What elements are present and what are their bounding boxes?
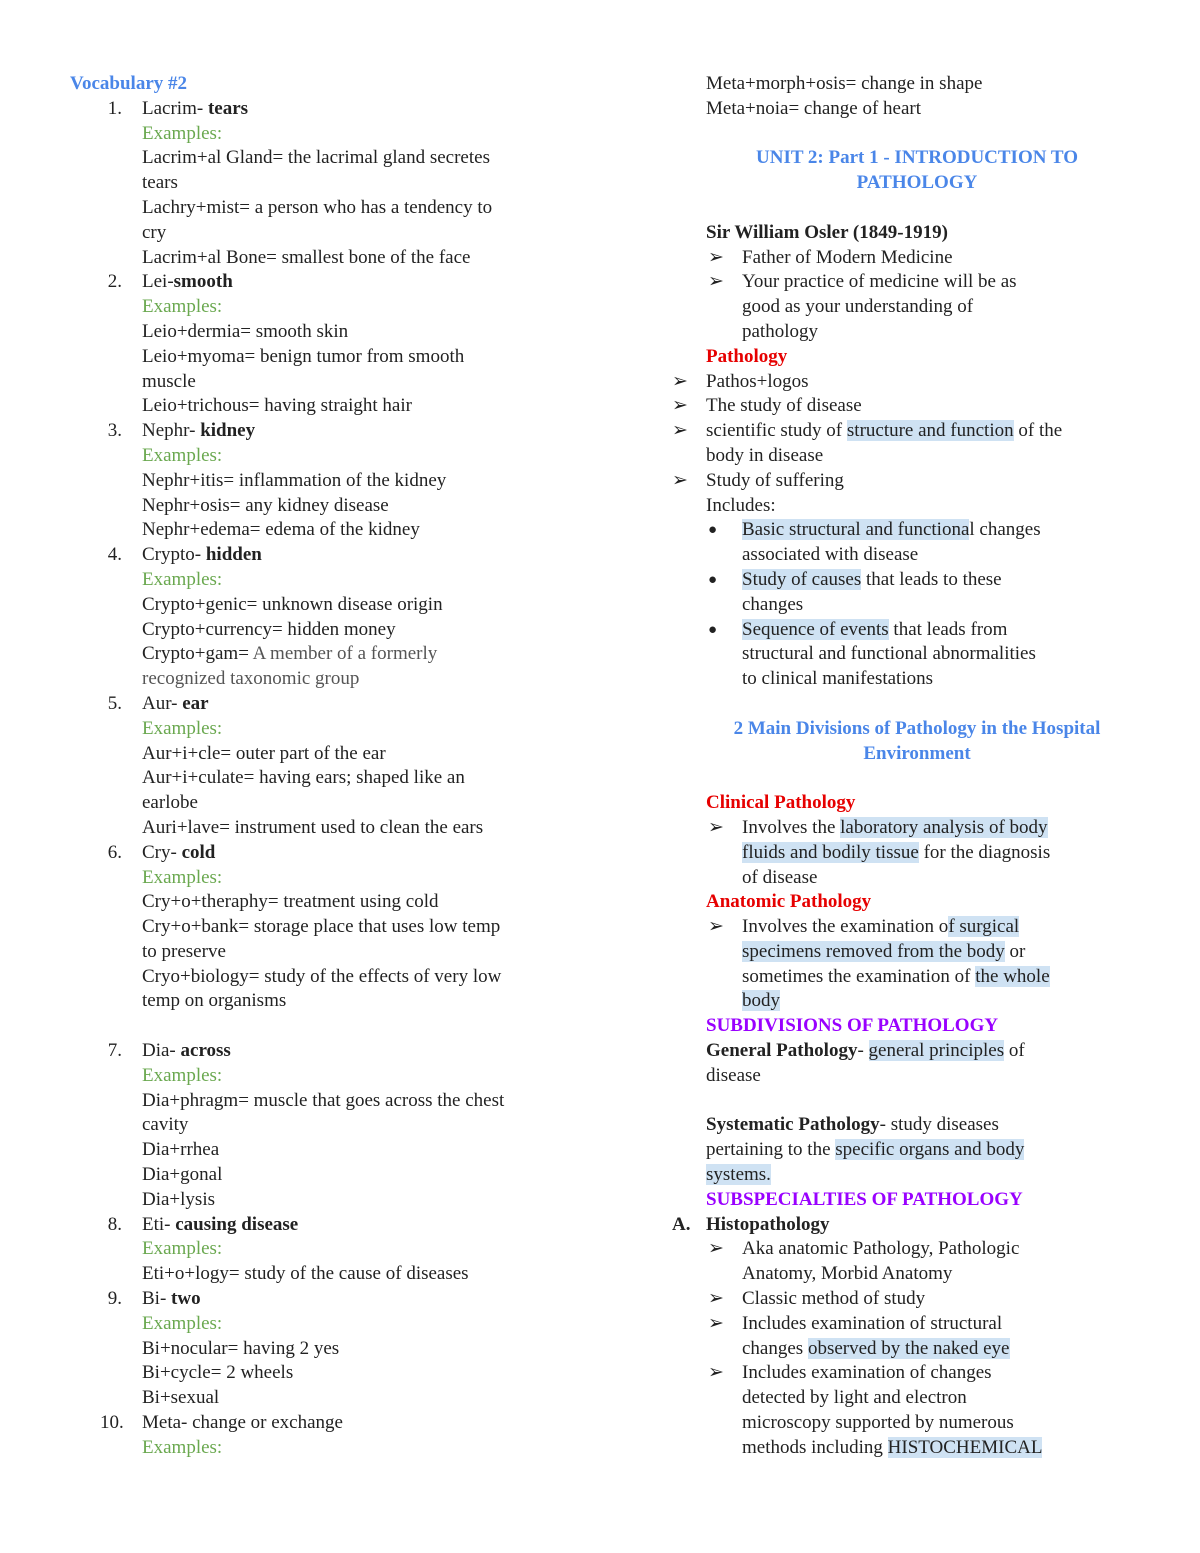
item-number: 2.: [107, 271, 122, 293]
meta-example-2: Meta+noia= change of heart: [706, 97, 922, 119]
vocab-item-heading: [70, 692, 570, 717]
arrow-bullet-icon: ➢: [708, 916, 724, 938]
pathology-heading: Pathology: [706, 345, 788, 367]
vocab-item-heading: [70, 1287, 570, 1312]
osler-bullet-2-line-3: pathology: [742, 320, 818, 342]
vocab-item-heading: [70, 1039, 570, 1064]
includes-bullet-3-line-3: to clinical manifestations: [742, 668, 934, 690]
prefix-meaning: two: [171, 1288, 201, 1310]
histopathology-heading: A. Histopathology: [672, 1213, 830, 1235]
example-line: Nephr+edema= edema of the kidney: [142, 519, 420, 541]
example-line: to preserve: [142, 940, 226, 962]
example-line: Dia+rrhea: [142, 1139, 220, 1161]
arrow-bullet-icon: ➢: [672, 469, 688, 491]
word-prefix: Eti-: [142, 1213, 176, 1235]
example-line: Cry+o+bank= storage place that uses low temp: [142, 916, 501, 938]
includes-bullet-1: ● Basic structural and functional changes: [672, 518, 1142, 543]
vocab-item-heading: [70, 97, 570, 122]
histo-bullet-3-line-2: changes observed by the naked eye: [742, 1337, 1010, 1359]
word-prefix: Meta- change or exchange: [142, 1412, 343, 1434]
word-prefix: Lacrim-: [142, 97, 208, 119]
clinical-bullet-line-2: fluids and bodily tissue for the diagnosis: [742, 841, 1051, 863]
includes-bullet-3-line-2: structural and functional abnormalities: [742, 643, 1036, 665]
unit-title: UNIT 2: Part 1 - INTRODUCTION TO PATHOLOGY: [756, 147, 1078, 194]
includes-bullet-1-line-2: associated with disease: [742, 544, 919, 566]
anatomic-pathology-heading: Anatomic Pathology: [706, 891, 872, 913]
example-line: Nephr+itis= inflammation of the kidney: [142, 469, 447, 491]
round-bullet-icon: ●: [708, 522, 718, 539]
example-line: recognized taxonomic group: [142, 668, 360, 690]
example-line: Dia+gonal: [142, 1164, 223, 1186]
osler-bullet-2-line-2: good as your understanding of: [742, 296, 974, 318]
meta-example-1: Meta+morph+osis= change in shape: [706, 73, 983, 94]
pathology-bullet-2: ➢ The study of disease: [672, 394, 1142, 419]
left-column: [70, 72, 570, 1461]
prefix-meaning: hidden: [205, 544, 262, 566]
arrow-bullet-icon: ➢: [708, 271, 724, 293]
general-pathology-line-2: disease: [706, 1064, 761, 1086]
includes-label: Includes:: [706, 494, 776, 516]
histo-bullet-3: ➢ Includes examination of structural: [672, 1312, 1142, 1337]
systematic-pathology: Systematic Pathology- study diseases: [706, 1114, 999, 1136]
arrow-bullet-icon: ➢: [708, 1288, 724, 1310]
example-line: Bi+sexual: [142, 1387, 220, 1409]
example-line: Aur+i+culate= having ears; shaped like an: [142, 767, 465, 789]
example-line: tears: [142, 172, 178, 194]
vocabulary-title: Vocabulary #2: [70, 73, 188, 94]
example-line: Lacrim+al Gland= the lacrimal gland secretes: [142, 147, 490, 169]
examples-label: Examples:: [142, 1436, 223, 1458]
arrow-bullet-icon: ➢: [708, 246, 724, 268]
word-prefix: Cry-: [142, 841, 182, 863]
item-number: 8.: [107, 1213, 122, 1235]
arrow-bullet-icon: ➢: [708, 1312, 724, 1334]
clinical-bullet-line-3: of disease: [742, 866, 818, 888]
arrow-bullet-icon: ➢: [672, 395, 688, 417]
anatomic-bullet-line-3: sometimes the examination of the whole: [742, 965, 1050, 987]
example-line: muscle: [142, 370, 196, 392]
anatomic-bullet-line-2: specimens removed from the body or: [742, 940, 1026, 962]
osler-bullet-2: ➢ Your practice of medicine will be as: [672, 270, 1142, 295]
item-number: 3.: [107, 420, 122, 442]
includes-bullet-2-line-2: changes: [742, 593, 804, 615]
example-line: Lacrim+al Bone= smallest bone of the face: [142, 246, 471, 268]
example-line: Dia+phragm= muscle that goes across the chest: [142, 1089, 505, 1111]
prefix-meaning: kidney: [200, 420, 256, 442]
vocab-item-heading: [70, 1411, 570, 1436]
vocab-item-heading: [70, 270, 570, 295]
includes-bullet-2: ● Study of causes that leads to these: [672, 568, 1142, 593]
clinical-pathology-heading: Clinical Pathology: [706, 792, 856, 814]
example-line: Cryo+biology= study of the effects of very low: [142, 965, 502, 987]
osler-heading: Sir William Osler (1849-1919): [706, 221, 948, 243]
example-line: Bi+cycle= 2 wheels: [142, 1362, 294, 1384]
example-line: Leio+myoma= benign tumor from smooth: [142, 345, 465, 367]
item-number: 4.: [107, 544, 122, 566]
anatomic-bullet-line-4: body: [742, 990, 780, 1012]
pathology-bullet-4: ➢ Study of suffering: [672, 469, 1142, 494]
example-line: cavity: [142, 1114, 189, 1136]
osler-bullet-1: ➢ Father of Modern Medicine: [672, 246, 1142, 271]
examples-label: Examples:: [142, 568, 223, 590]
round-bullet-icon: ●: [708, 571, 718, 588]
item-number: 7.: [107, 1040, 122, 1062]
vocab-item-heading: [70, 543, 570, 568]
prefix-meaning: tears: [207, 97, 249, 119]
vocab-item-heading: [70, 841, 570, 866]
vocab-item-heading: [70, 1213, 570, 1238]
right-column: [672, 72, 1142, 1461]
item-number: 9.: [107, 1288, 122, 1310]
example-line: Cry+o+theraphy= treatment using cold: [142, 891, 439, 913]
arrow-bullet-icon: ➢: [672, 420, 688, 442]
example-line: Leio+dermia= smooth skin: [142, 320, 349, 342]
arrow-bullet-icon: ➢: [708, 816, 724, 838]
histo-bullet-4-line-3: microscopy supported by numerous: [742, 1412, 1014, 1434]
arrow-bullet-icon: ➢: [708, 1362, 724, 1384]
example-line: Auri+lave= instrument used to clean the ears: [142, 816, 484, 838]
examples-label: Examples:: [142, 1312, 223, 1334]
vocabulary-list: [70, 97, 570, 1461]
word-prefix: Bi-: [142, 1288, 172, 1310]
systematic-pathology-line-2: pertaining to the specific organs and body: [706, 1139, 1025, 1161]
item-number: 5.: [107, 692, 122, 714]
examples-label: Examples:: [142, 444, 223, 466]
histo-bullet-1-line-2: Anatomy, Morbid Anatomy: [742, 1263, 953, 1285]
examples-label: Examples:: [142, 122, 223, 144]
word-prefix: Aur-: [142, 692, 183, 714]
pathology-bullet-1: ➢ Pathos+logos: [672, 370, 1142, 395]
example-line: Aur+i+cle= outer part of the ear: [142, 742, 386, 764]
word-prefix: Lei-: [142, 271, 174, 293]
prefix-meaning: across: [180, 1040, 231, 1062]
clinical-bullet: ➢ Involves the laboratory analysis of body: [672, 816, 1142, 841]
general-pathology: General Pathology- general principles of: [706, 1040, 1025, 1062]
examples-label: Examples:: [142, 717, 223, 739]
divisions-title: 2 Main Divisions of Pathology in the Hospital Environment: [733, 717, 1101, 764]
includes-bullet-3: ● Sequence of events that leads from: [672, 618, 1142, 643]
item-number: 1.: [107, 97, 122, 119]
example-line: Crypto+currency= hidden money: [142, 618, 396, 640]
item-number: 10.: [100, 1412, 124, 1434]
example-line: earlobe: [142, 792, 198, 814]
subdivisions-heading: SUBDIVISIONS OF PATHOLOGY: [706, 1015, 999, 1037]
round-bullet-icon: ●: [708, 621, 718, 638]
example-line: Crypto+genic= unknown disease origin: [142, 593, 443, 615]
prefix-meaning: causing disease: [175, 1213, 299, 1235]
word-prefix: Crypto-: [142, 544, 206, 566]
example-line: cry: [142, 221, 167, 243]
word-prefix: Dia-: [142, 1040, 181, 1062]
histo-bullet-4: ➢ Includes examination of changes: [672, 1361, 1142, 1386]
example-line: Dia+lysis: [142, 1188, 215, 1210]
prefix-meaning: ear: [182, 692, 209, 714]
subspecialties-heading: SUBSPECIALTIES OF PATHOLOGY: [706, 1188, 1023, 1210]
examples-label: Examples:: [142, 296, 223, 318]
example-line: Nephr+osis= any kidney disease: [142, 494, 389, 516]
item-number: 6.: [107, 841, 122, 863]
examples-label: Examples:: [142, 866, 223, 888]
example-line: Bi+nocular= having 2 yes: [142, 1337, 340, 1359]
arrow-bullet-icon: ➢: [708, 1238, 724, 1260]
examples-label: Examples:: [142, 1064, 223, 1086]
vocab-item-heading: [70, 419, 570, 444]
prefix-meaning: smooth: [173, 271, 233, 293]
pathology-bullet-3: ➢ scientific study of structure and function of the: [672, 419, 1142, 444]
example-line: Leio+trichous= having straight hair: [142, 395, 412, 417]
prefix-meaning: cold: [181, 841, 216, 863]
word-prefix: Nephr-: [142, 420, 201, 442]
example-line: temp on organisms: [142, 990, 287, 1012]
histo-bullet-4-line-2: detected by light and electron: [742, 1387, 967, 1409]
histo-bullet-2: ➢ Classic method of study: [672, 1287, 1142, 1312]
example-line: Crypto+gam= A member of a formerly: [142, 643, 438, 665]
example-line: Eti+o+logy= study of the cause of diseases: [142, 1263, 469, 1285]
histo-bullet-1: ➢ Aka anatomic Pathology, Pathologic: [672, 1237, 1142, 1262]
examples-label: Examples:: [142, 1238, 223, 1260]
anatomic-bullet: ➢ Involves the examination of surgical: [672, 915, 1142, 940]
histo-bullet-4-line-4: methods including HISTOCHEMICAL: [742, 1436, 1043, 1458]
arrow-bullet-icon: ➢: [672, 370, 688, 392]
systematic-pathology-line-3: systems.: [706, 1164, 771, 1186]
pathology-bullet-3-line-2: body in disease: [706, 444, 824, 466]
example-line: Lachry+mist= a person who has a tendency to: [142, 196, 493, 218]
